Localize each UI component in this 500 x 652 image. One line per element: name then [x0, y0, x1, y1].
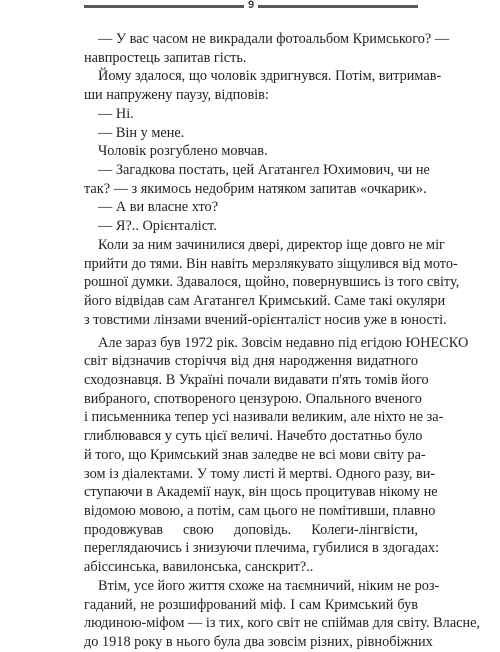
text-line: Коли за ним зачинилися двері, директор іще довго не міг: [98, 236, 445, 253]
text-line: продовжував свою доповідь. Колеги-лінгвісти,: [84, 521, 418, 538]
text-line: вибраного, спотвореного цензурою. Опального вченого: [84, 390, 422, 407]
text-line: Втім, усе його життя схоже на таємничий, ніким не роз-: [98, 577, 440, 594]
text-line: ши напружену паузу, відповів:: [84, 87, 269, 104]
text-line: Але зараз був 1972 рік. Зовсім недавно під егідою ЮНЕСКО: [98, 334, 469, 351]
text-line: людиною-міфом — із тих, кого світ не спіймав для світу. Власне,: [84, 615, 481, 632]
text-line: прийти до тями. Він навіть мерзлякувато зіщулився від мото-: [84, 255, 458, 272]
text-line: так? — з якимось недобрим натяком запитав «очкарик».: [84, 180, 427, 197]
text-line: й того, що Кримський знав заледве не всі мови світу ра-: [84, 446, 426, 463]
text-line: світ відзначив сторіччя від дня народження видатного: [84, 353, 418, 370]
text-line: — Ні.: [98, 105, 134, 122]
text-line: — А ви власне хто?: [98, 199, 219, 216]
text-line: ступаючи в Академії наук, він щось процитував нікому не: [84, 484, 438, 501]
text-line: — У вас часом не викрадали фотоальбом Кримського? —: [98, 31, 450, 47]
running-header: [0, 0, 500, 18]
text-line: переглядаючись і знизуючи плечима, губилися в здогадах:: [84, 540, 440, 557]
text-line: — Загадкова постать, цей Агатангел Юхимович, чи не: [98, 162, 430, 179]
text-line: і письменника тепер усі називали великим, але ніхто не за-: [84, 409, 444, 426]
text-line: рошної думки. Здавалося, щойно, повернувшись із того світу,: [84, 274, 460, 291]
page-number: 9: [247, 0, 255, 11]
text-line: — Я?.. Орієнталіст.: [98, 218, 217, 235]
body-text: [84, 30, 481, 652]
header-rule-left: [84, 5, 244, 8]
text-line: зом із діалектами. У тому листі й мертві. Одного разу, ви-: [84, 465, 436, 482]
text-line: — Він у мене.: [98, 124, 185, 141]
text-line: навпростець запитав гість.: [84, 49, 247, 66]
text-line: до 1918 року в нього була два зовсім різних, рівнобіжних: [84, 634, 433, 650]
text-line: відомою мовою, а потім, сам цього не помітивши, плавно: [84, 502, 436, 519]
text-line: абіссинська, вавилонська, санскрит?..: [84, 559, 314, 576]
text-line: гаданий, не розшифрований міф. І сам Кримський був: [84, 596, 418, 613]
text-line: глиблювався у суть цієї величі. Начебто достатньо було: [84, 428, 423, 445]
text-line: сходознавця. В Україні почали видавати п'ять томів його: [84, 371, 429, 388]
text-line: його відвідав сам Агатангел Кримський. Саме такі окуляри: [84, 293, 446, 310]
text-line: з товстими лінзами вчений-орієнталіст носив уже в юності.: [84, 311, 447, 328]
text-line: Чоловік розгублено мовчав.: [98, 143, 268, 160]
text-line: Йому здалося, що чоловік здригнувся. Потім, витримав-: [98, 68, 442, 85]
header-rule-right: [258, 5, 418, 8]
